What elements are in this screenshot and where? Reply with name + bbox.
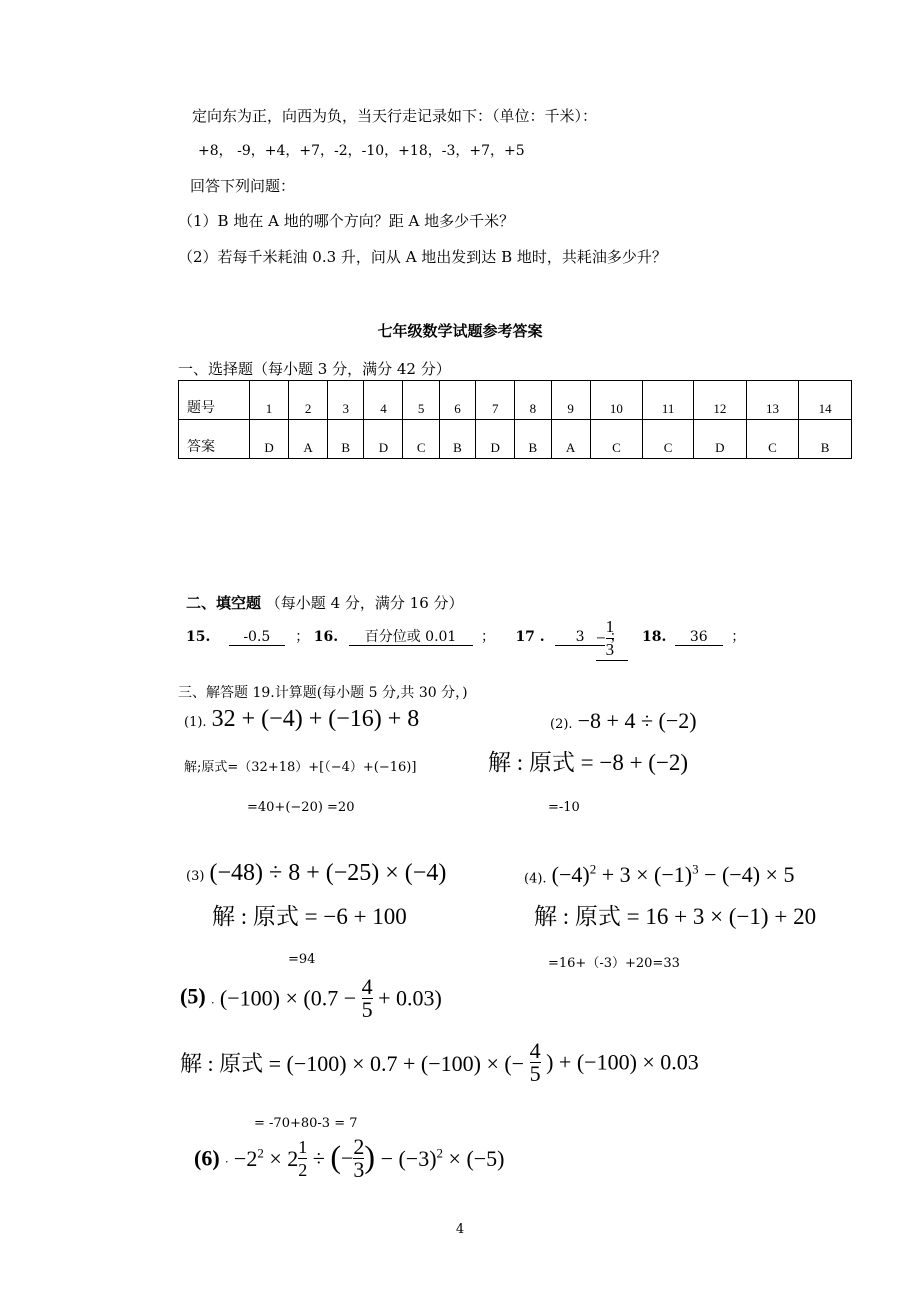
label-dot: . xyxy=(225,1150,229,1166)
q18-row xyxy=(642,626,745,646)
label-dot: . xyxy=(211,991,215,1007)
expr-part: ) + (−100) × 0.03 xyxy=(546,1049,699,1075)
expr-part: − (−4) × 5 xyxy=(698,862,795,888)
table-cell: 7 xyxy=(476,381,515,420)
q17-answer: 3 xyxy=(555,629,605,646)
fraction xyxy=(353,1136,364,1181)
table-cell: 13 xyxy=(746,381,799,420)
fraction-numerator: 2 xyxy=(353,1134,365,1159)
table-cell: C xyxy=(403,420,439,459)
problem-label: (2). xyxy=(550,717,573,732)
result-line: =40+(−20) =20 xyxy=(247,800,355,815)
separator: ； xyxy=(295,629,310,645)
separator: ； xyxy=(480,629,495,645)
result-line: =16+（-3）+20=33 xyxy=(548,956,680,971)
fraction-numerator: 1 xyxy=(605,617,615,636)
problem-4 xyxy=(524,862,794,888)
answer-table xyxy=(178,380,852,459)
expr-part: − (−3) xyxy=(380,1145,437,1171)
problem-label: (4). xyxy=(524,871,547,887)
table-cell: 2 xyxy=(289,381,328,420)
q18-label: 18. xyxy=(642,629,667,645)
prompt-text: 回答下列问题： xyxy=(190,177,296,195)
exponent: 2 xyxy=(436,1145,444,1161)
expr-part: + 3 × (−1) xyxy=(596,862,693,888)
table-cell: 5 xyxy=(403,381,439,420)
problem-expression xyxy=(552,862,795,887)
solution-line: 解 : 原式 = −6 + 100 xyxy=(212,904,407,929)
separator: ； xyxy=(609,629,624,645)
expr-part xyxy=(234,1146,298,1171)
fraction xyxy=(606,616,615,661)
table-cell: 4 xyxy=(364,381,403,420)
problem-label: (1). xyxy=(184,715,207,730)
fraction-denominator: 2 xyxy=(298,1160,308,1180)
separator: ； xyxy=(731,629,746,645)
fraction-numerator: 4 xyxy=(361,974,373,999)
problem-label: (3) xyxy=(186,869,205,884)
table-row-answers xyxy=(179,420,852,459)
table-cell: A xyxy=(551,420,590,459)
fraction xyxy=(362,976,373,1021)
expr-part: −2 xyxy=(233,1145,258,1171)
record-values: +8， -9，+4，+7，-2，-10，+18，-3，+7，+5 xyxy=(198,143,525,159)
problem-expression: (−48) ÷ 8 + (−25) × (−4) xyxy=(209,860,447,886)
problem-expression: −8 + 4 ÷ (−2) xyxy=(577,708,697,733)
q17-label: 17 . xyxy=(515,629,545,645)
problem-3 xyxy=(186,860,446,887)
exponent: 3 xyxy=(692,862,699,877)
solution-line: 解;原式=（32+18）+[（−4）+(−16)] xyxy=(184,760,417,775)
fill-blank-row xyxy=(186,626,624,646)
intro-line: 定向东为正，向西为负，当天行走记录如下：（单位：千米）： xyxy=(192,107,598,125)
table-cell: B xyxy=(515,420,551,459)
fraction-denominator: 3 xyxy=(353,1157,365,1182)
table-cell: 6 xyxy=(439,381,475,420)
table-cell: B xyxy=(328,420,364,459)
table-cell: 1 xyxy=(250,381,289,420)
problem-label: (6) xyxy=(194,1145,220,1171)
table-cell: D xyxy=(250,420,289,459)
result-line: =94 xyxy=(288,952,316,967)
table-cell: 8 xyxy=(515,381,551,420)
result-line: =-10 xyxy=(548,800,580,815)
exponent: 2 xyxy=(257,1145,264,1161)
fraction-denominator: 5 xyxy=(529,1061,541,1086)
problem-label: (5) xyxy=(180,983,206,1009)
table-cell: D xyxy=(476,420,515,459)
problem-5 xyxy=(180,976,442,1021)
table-cell: 12 xyxy=(694,381,747,420)
expr-part: × 2 xyxy=(263,1145,299,1171)
expr-part: 解 : 原式 = (−100) × 0.7 + (−100) × (− xyxy=(180,1051,525,1076)
question-1: （1）B 地在 A 地的哪个方向？距 A 地多少千米？ xyxy=(178,212,515,230)
solution-line: 解 : 原式 = −8 + (−2) xyxy=(488,750,689,775)
fraction-denominator: 5 xyxy=(361,997,373,1022)
table-cell: D xyxy=(364,420,403,459)
q16-answer: 百分位或 0.01 xyxy=(349,629,473,646)
expr-part: × (−5) xyxy=(443,1145,505,1171)
problem-2 xyxy=(550,708,697,734)
paren-open: ( xyxy=(330,1138,341,1175)
problem-6 xyxy=(194,1136,505,1181)
q17-frac-sign: − xyxy=(596,628,606,648)
table-cell: 9 xyxy=(551,381,590,420)
expr-part xyxy=(381,1146,505,1171)
fraction-numerator: 1 xyxy=(298,1137,308,1157)
mixed-fraction xyxy=(298,1136,307,1181)
q18-answer: 36 xyxy=(675,629,723,646)
exponent: 2 xyxy=(589,862,597,877)
q17-fraction xyxy=(596,616,614,661)
table-cell: C xyxy=(643,420,694,459)
section2-heading-row xyxy=(186,592,464,613)
table-cell: B xyxy=(439,420,475,459)
q17-underline xyxy=(596,660,628,661)
page-number: 4 xyxy=(455,1222,465,1237)
row-label-answer: 答案 xyxy=(179,420,250,459)
problem-5-solution xyxy=(180,1040,699,1085)
table-row-numbers xyxy=(179,381,852,420)
problem-expression: 32 + (−4) + (−16) + 8 xyxy=(211,706,420,732)
answer-key-title: 七年级数学试题参考答案 xyxy=(377,322,543,340)
table-cell: 11 xyxy=(643,381,694,420)
row-label-number: 题号 xyxy=(179,381,250,420)
table-cell: C xyxy=(746,420,799,459)
section3-heading: 三、解答题 19.计算题(每小题 5 分,共 30 分，) xyxy=(178,685,468,701)
fraction-denominator: 3 xyxy=(605,640,615,659)
table-cell: 14 xyxy=(799,381,852,420)
table-cell: 10 xyxy=(590,381,643,420)
expr-part: (−100) × (0.7 − xyxy=(219,985,357,1011)
solution-line: 解 : 原式 = 16 + 3 × (−1) + 20 xyxy=(534,904,817,929)
expr-part: + 0.03) xyxy=(378,985,442,1011)
fraction xyxy=(530,1040,541,1085)
table-cell: 3 xyxy=(328,381,364,420)
q15-label: 15. xyxy=(186,629,211,645)
section2-note: （每小题 4 分，满分 16 分） xyxy=(265,594,464,612)
paren-close: ) xyxy=(364,1138,376,1175)
table-cell: B xyxy=(799,420,852,459)
q16-label: 16. xyxy=(313,629,339,645)
section2-heading: 二、填空题 xyxy=(186,594,262,612)
section1-heading: 一、选择题（每小题 3 分，满分 42 分） xyxy=(178,360,451,378)
expr-part: ÷ xyxy=(312,1145,331,1171)
expr-part: − xyxy=(340,1145,354,1171)
table-cell: A xyxy=(289,420,328,459)
result-line: = -70+80-3 = 7 xyxy=(254,1116,358,1131)
table-cell: C xyxy=(590,420,643,459)
q15-answer: -0.5 xyxy=(229,629,285,646)
table-cell: D xyxy=(694,420,747,459)
fraction-numerator: 4 xyxy=(529,1038,541,1063)
expr-part: (−4) xyxy=(551,862,590,888)
question-2: （2）若每千米耗油 0.3 升，问从 A 地出发到达 B 地时，共耗油多少升？ xyxy=(178,248,667,266)
problem-1 xyxy=(184,706,419,733)
